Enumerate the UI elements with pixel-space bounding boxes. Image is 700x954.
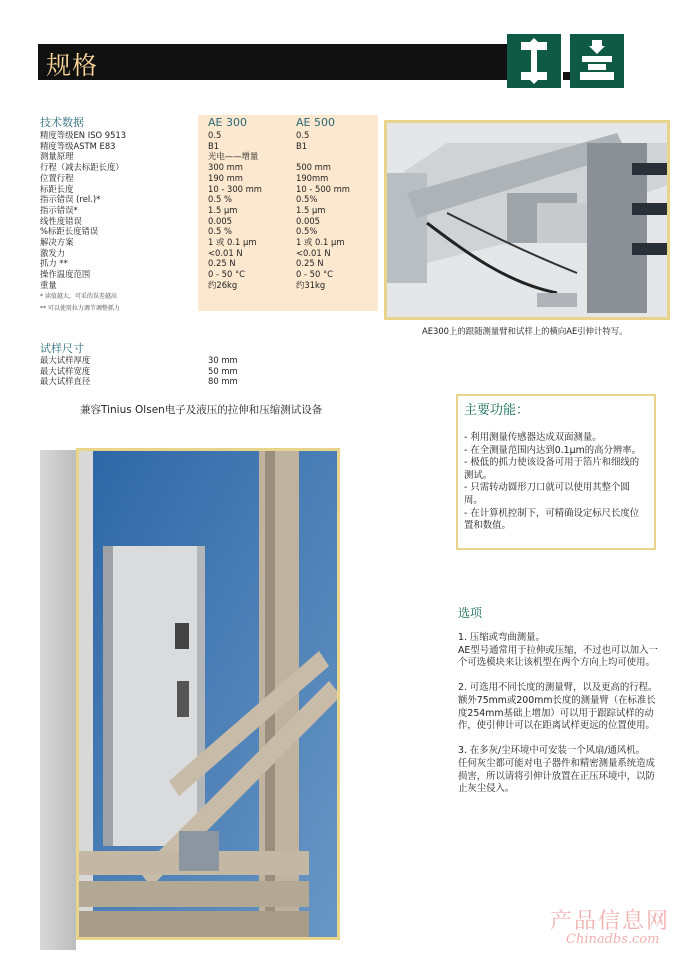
machine-column-edge [40,450,76,950]
spec-label: 标距长度 [40,183,74,194]
spec-label: 指示错误* [40,204,78,215]
spec-table [40,116,376,315]
function-item: - 只需转动圆形刀口就可以使用其整个圆周。 [464,482,630,506]
spec-value: 500 mm [296,162,331,173]
sample-size-table [40,342,238,387]
spec-label: %标距长度错误 [40,226,99,237]
spec-value: 300 mm [208,162,243,173]
sample-value: 80 mm [208,376,238,387]
sample-row [40,366,238,377]
spec-label: 抓力 ** [40,258,68,269]
spec-value: 190mm [296,172,329,183]
main-functions-box [456,394,656,550]
spec-value: 1 或 0.1 μm [296,237,345,248]
spec-header-label: 技术数据 [40,116,84,129]
sample-row [40,355,238,366]
spec-value: <0.01 N [208,247,243,258]
spec-row [40,173,376,184]
option-item: 2. 可选用不同长度的测量臂，以及更高的行程。 额外75mm或200mm长度的测量臂（在标准长度254mm基础上增加）可以用于跟踪试样的动作，使引伸计可以在距离试样更远的位置使用。 [458,682,658,732]
page-title: 规格 [46,51,99,80]
spec-label: 线性度错误 [40,215,82,226]
watermark-en: Chinadbs.com [566,932,660,947]
tension-icon [507,34,561,88]
sample-label: 最大试样厚度 [40,355,91,365]
compatibility-text: 兼容Tinius Olsen电子及液压的拉伸和压缩测试设备 [80,404,323,416]
spec-label: 位置行程 [40,172,74,183]
main-functions-title: 主要功能： [464,403,530,418]
sample-label: 最大试样宽度 [40,365,91,376]
spec-value: <0.01 N [296,247,331,258]
sample-value: 50 mm [208,365,238,376]
closeup-caption: AE300上的跟随测量臂和试样上的横向AE引伸计特写。 [422,326,628,336]
spec-label: 解决方案 [40,237,74,248]
spec-row [40,258,376,269]
spec-header-row [40,116,376,129]
spec-value: 1.5 μm [208,204,238,215]
spec-label: 操作温度范围 [40,269,91,280]
spec-value: 光电——增量 [208,151,259,162]
spec-value: 0.5 % [208,194,232,205]
spec-value: 0.5% [296,226,318,237]
spec-note: ** 可以使用拉力调节调整抓力 [40,304,120,312]
spec-label: 行程（减去标距长度） [40,162,124,173]
spec-row [40,205,376,216]
spec-row [40,130,376,141]
spec-row [40,184,376,195]
compression-icon [570,34,624,88]
option-item: 1. 压缩或弯曲测量。 AE型号通常用于拉伸或压缩，不过也可以加入一个可选模块来让该机型在两个方向上均可使用。 [458,632,658,669]
spec-label: 重量 [40,279,57,290]
spec-value: 0.25 N [208,258,236,269]
spec-row [40,162,376,173]
spec-value: 190 mm [208,172,243,183]
spec-row [40,151,376,162]
spec-value: 0.5 % [208,226,232,237]
spec-value: 0.005 [296,215,320,226]
options-title: 选项 [458,606,483,620]
spec-value: B1 [296,140,308,151]
spec-row [40,141,376,152]
spec-row [40,237,376,248]
spec-header-ae300: AE 300 [208,116,247,129]
spec-label: 精度等级EN ISO 9513 [40,130,127,140]
spec-value: 0 - 50 °C [208,269,246,280]
options-list [458,632,664,808]
function-item: - 极低的抓力使该设备可用于箔片和细线的测试。 [464,457,640,481]
spec-label: 指示错误 (rel.)* [40,194,101,205]
spec-value: 0.5 [296,130,310,140]
function-item: - 利用测量传感器达成双面测量。 [464,432,602,443]
sample-value: 30 mm [208,355,238,365]
extensometer-machine-photo [76,448,340,940]
spec-row [40,248,376,259]
spec-value: 1.5 μm [296,204,326,215]
spec-row [40,269,376,280]
function-item: - 在计算机控制下，可精确设定标尺长度位置和数值。 [464,507,640,532]
option-item: 3. 在多灰/尘环境中可安装一个风扇/通风机。 任何灰尘都可能对电子器件和精密测量系统造成损害，所以请将引伸计放置在正压环境中，以防止灰尘侵入。 [458,745,655,795]
spec-note: * 读值越大，可采的误差越高 [40,292,117,300]
spec-row [40,226,376,237]
spec-value: B1 [208,140,220,151]
spec-value: 0.5% [296,194,318,205]
spec-row [40,216,376,227]
spec-value: 约31kg [296,279,326,290]
spec-row [40,280,376,291]
section-header-bar [38,44,508,80]
spec-value: 1 或 0.1 μm [208,237,257,248]
spec-label: 测量原理 [40,151,74,162]
spec-value: 约26kg [208,279,238,290]
spec-header-ae500: AE 500 [296,116,335,129]
spec-label: 激发力 [40,247,66,258]
spec-value: 0 - 50 °C [296,269,334,280]
spec-value: 0.005 [208,215,232,226]
function-item: - 在全测量范围内达到0.1μm的高分辨率。 [464,444,641,456]
spec-row [40,194,376,205]
spec-value: 10 - 300 mm [208,183,262,194]
spec-label: 精度等级ASTM E83 [40,140,116,151]
spec-value [296,151,376,162]
sample-row [40,376,238,387]
sample-label: 最大试样直径 [40,376,91,387]
spec-value: 0.25 N [296,258,324,269]
watermark-cn: 产品信息网 [550,909,671,934]
spec-value: 10 - 500 mm [296,183,350,194]
spec-value: 0.5 [208,130,222,140]
extensometer-closeup-photo [384,120,670,320]
sample-size-title: 试样尺寸 [40,342,84,355]
